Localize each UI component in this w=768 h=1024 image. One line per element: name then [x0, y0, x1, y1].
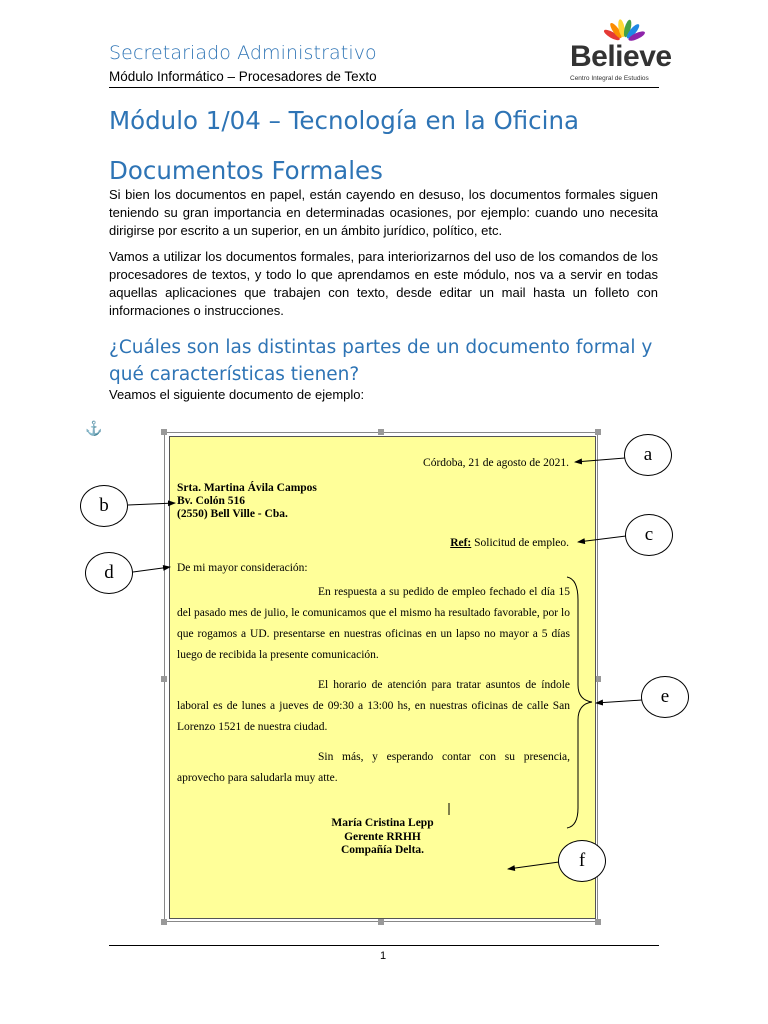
reference-text: Solicitud de empleo. [471, 537, 569, 549]
label-c-bubble: c [625, 514, 673, 556]
paragraph-1: Si bien los documentos en papel, están cayendo en desuso, los documentos formales siguen teniendo su gran importancia en determinadas ocasiones, por ejemplo: cuando uno necesita dirigirse por escrito a un superior, en un ámbito jurídico, político, etc. [109, 187, 658, 238]
intro-text: Veamos el siguiente documento de ejemplo: [109, 387, 365, 402]
header-subtitle: Módulo Informático – Procesadores de Texto [109, 69, 377, 84]
page-number: 1 [380, 950, 387, 962]
label-d-bubble: d [85, 552, 133, 594]
signature-title: Gerente RRHH [344, 830, 421, 843]
recipient-city: (2550) Bell Ville - Cba. [177, 508, 288, 520]
letter-greeting: De mi mayor consideración: [177, 562, 308, 574]
letter-date: Córdoba, 21 de agosto de 2021. [423, 457, 569, 469]
logo-wordmark: Believe [570, 40, 672, 73]
header-title: Secretariado Administrativo [109, 42, 377, 64]
label-b-bubble: b [80, 485, 128, 527]
recipient-address: Bv. Colón 516 [177, 495, 246, 507]
question-heading: ¿Cuáles son las distintas partes de un documento formal y qué características tienen? [109, 337, 653, 385]
label-a-bubble: a [624, 434, 672, 476]
paragraph-2: Vamos a utilizar los documentos formales, para interiorizarnos del uso de los comandos de los procesadores de textos, y todo lo que aprendamos en este módulo, nos va a servir en todas aquellas aplicaciones que trabajen con texto, desde editar un mail hasta un folleto con informaciones o instrucciones. [109, 249, 658, 318]
footer-divider [109, 945, 659, 946]
signature-company: Compañía Delta. [340, 844, 425, 856]
reference-label: Ref: [450, 537, 472, 549]
letter-body-3: Sin más, y esperando contar con su presencia, aprovecho para saludarla muy atte. [177, 751, 570, 784]
anchor-icon: ⚓ [85, 420, 103, 436]
recipient-name: Srta. Martina Ávila Campos [177, 482, 317, 494]
section-heading: Documentos Formales [109, 156, 383, 185]
label-e-bubble: e [641, 676, 689, 718]
signature-name: María Cristina Lepp [331, 817, 434, 829]
logo-tagline: Centro Integral de Estudios [570, 75, 649, 82]
module-heading: Módulo 1/04 – Tecnología en la Oficina [109, 106, 579, 135]
label-f-bubble: f [558, 840, 606, 882]
letter-body-1: En respuesta a su pedido de empleo fechado el día 15 del pasado mes de julio, le comunicamos que el mismo ha resultado favorable, por lo que rogamos a UD. presentarse en nuestras oficinas en un lapso no mayor a 5 días luego de recibida la presente comunicación. [177, 586, 570, 661]
letter-body-2: El horario de atención para tratar asuntos de índole laboral es de lunes a jueves de 09:30 a 13:00 hs, en nuestras oficinas de calle San Lorenzo 1521 de nuestra ciudad. [177, 679, 570, 733]
